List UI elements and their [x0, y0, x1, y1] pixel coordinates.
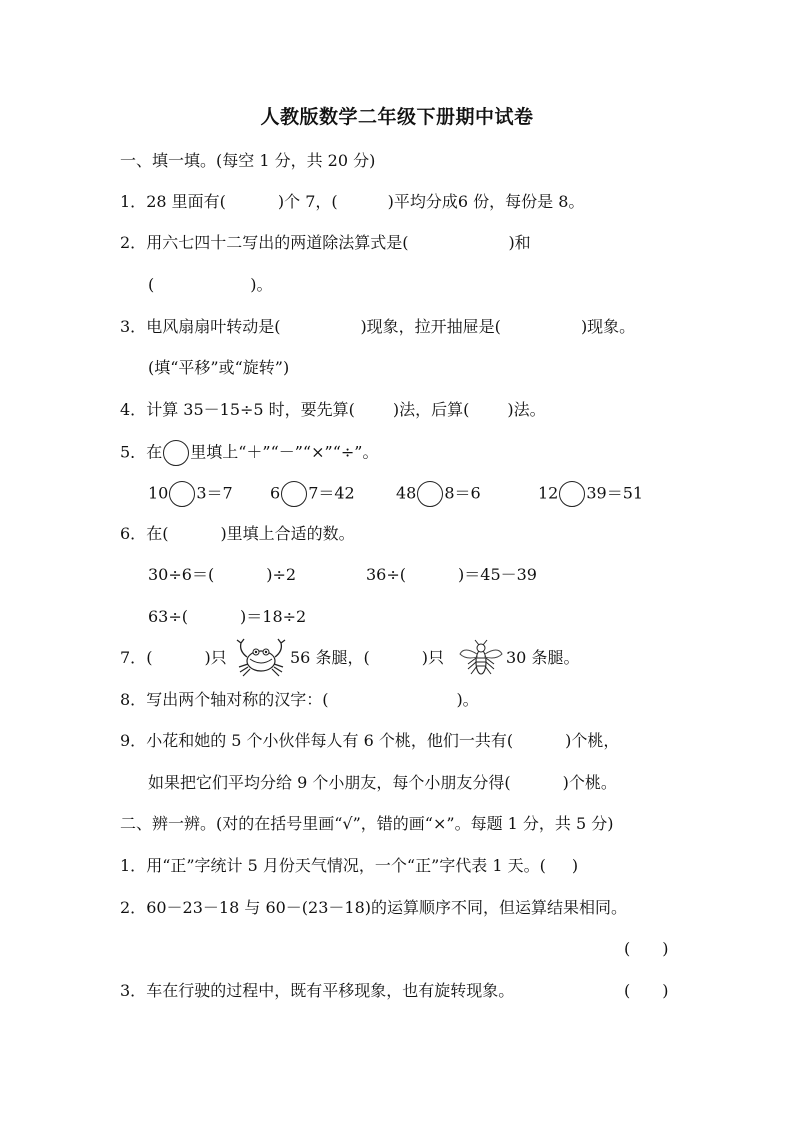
question-text: )法。 [507, 400, 546, 419]
equation-text: 63÷( [148, 607, 189, 626]
question-text: )只 [204, 648, 227, 667]
question-text: 用六七四十二写出的两道除法算式是( [146, 233, 409, 252]
question-1-6-eq-2 [366, 564, 537, 586]
question-text: 在 [146, 442, 163, 462]
operand: 6 [270, 483, 281, 503]
question-text: 写出两个轴对称的汉字：( [146, 690, 329, 709]
question-text: 电风扇扇叶转动是( [146, 317, 281, 336]
operator-circle[interactable] [417, 481, 443, 507]
question-2-1 [120, 855, 578, 877]
question-text: 计算 35－15÷5 时，要先算( [146, 400, 355, 419]
question-text: 用“正”字统计 5 月份天气情况，一个“正”字代表 1 天。( [146, 856, 546, 875]
equation-text: 30÷6＝( [148, 565, 215, 584]
operand: 39＝51 [586, 483, 644, 503]
question-number: 2． [120, 898, 147, 917]
insect-icon [456, 638, 506, 678]
question-number: 1． [120, 856, 147, 875]
crab-icon [233, 637, 289, 679]
question-1-3 [120, 316, 635, 338]
question-1-9-continued [148, 772, 617, 794]
question-text: )只 [421, 648, 444, 667]
bracket: ( [624, 939, 631, 958]
question-1-2 [120, 232, 531, 254]
question-1-6-eq-1 [148, 564, 296, 586]
question-number: 8． [120, 690, 147, 709]
question-2-3-answer [624, 980, 669, 1002]
question-number: 9． [120, 731, 147, 750]
question-text: )平均分成6 份，每份是 8。 [387, 192, 585, 211]
operator-circle[interactable] [169, 481, 195, 507]
equation-text: )÷2 [266, 565, 297, 584]
question-text: )里填上合适的数。 [220, 524, 355, 543]
question-text: )个 7，( [277, 192, 338, 211]
question-1-5 [120, 440, 378, 466]
bracket: ( [624, 981, 631, 1000]
question-text: )现象。 [580, 317, 636, 336]
equation-text: )＝18÷2 [240, 607, 307, 626]
operand: 3＝7 [196, 483, 233, 503]
question-number: 5． [120, 442, 147, 462]
question-2-3 [120, 980, 514, 1002]
question-text: 在( [146, 524, 169, 543]
question-text: ( [148, 275, 155, 294]
question-1-7-part-2 [290, 647, 444, 669]
operand: 10 [148, 483, 169, 503]
question-1-7 [120, 647, 227, 669]
question-text: )个桃， [565, 731, 620, 750]
question-1-5-item-4 [538, 481, 643, 507]
question-1-5-item-2 [270, 481, 355, 507]
question-1-4 [120, 399, 546, 421]
question-number: 6． [120, 524, 147, 543]
question-1-3-hint: (填“平移”或“旋转”) [148, 358, 290, 377]
question-text: 车在行驶的过程中，既有平移现象，也有旋转现象。 [146, 981, 515, 1000]
question-number: 4． [120, 400, 147, 419]
question-1-6 [120, 523, 355, 545]
question-number: 7． [120, 648, 147, 667]
answer-circle-example [163, 440, 189, 466]
operator-circle[interactable] [559, 481, 585, 507]
question-text: )和 [508, 233, 531, 252]
question-1-2-continued [148, 274, 273, 296]
question-text: 60－23－18 与 60－(23－18)的运算顺序不同，但运算结果相同。 [146, 898, 628, 917]
question-1-5-item-3 [396, 481, 481, 507]
operand: 12 [538, 483, 559, 503]
question-text: )。 [456, 690, 479, 709]
equation-text: 36÷( [366, 565, 407, 584]
question-1-6-eq-3 [148, 606, 306, 628]
question-text: )现象，拉开抽屉是( [360, 317, 501, 336]
operand: 48 [396, 483, 417, 503]
question-text: 56 条腿，( [290, 648, 370, 667]
question-1-7-part-3: 30 条腿。 [506, 648, 580, 667]
page-title: 人教版数学二年级下册期中试卷 [260, 106, 534, 128]
operand: 7＝42 [308, 483, 355, 503]
question-2-2-answer [624, 938, 669, 960]
question-1-9 [120, 730, 619, 752]
section2-heading: 二、辨一辨。(对的在括号里画“√”，错的画“×”。每题 1 分，共 5 分) [120, 814, 614, 833]
question-text: )法，后算( [392, 400, 470, 419]
question-text: 28 里面有( [146, 192, 226, 211]
question-1-5-item-1 [148, 481, 233, 507]
question-1-8 [120, 689, 479, 711]
bracket: ) [662, 981, 669, 1000]
question-text: 里填上“＋”“－”“×”“÷”。 [190, 442, 379, 462]
question-number: 1． [120, 192, 147, 211]
equation-text: )＝45－39 [458, 565, 537, 584]
question-text: ) [571, 856, 579, 875]
question-text: )个桃。 [562, 773, 617, 792]
question-2-2 [120, 897, 627, 919]
question-text: ( [146, 648, 153, 667]
question-1-1 [120, 191, 584, 213]
bracket: ) [662, 939, 669, 958]
question-text: )。 [250, 275, 273, 294]
section1-heading: 一、填一填。(每空 1 分，共 20 分) [120, 151, 376, 170]
question-number: 3． [120, 317, 147, 336]
operator-circle[interactable] [281, 481, 307, 507]
question-text: 小花和她的 5 个小伙伴每人有 6 个桃，他们一共有( [146, 731, 514, 750]
question-number: 2． [120, 233, 147, 252]
question-number: 3． [120, 981, 147, 1000]
question-text: 如果把它们平均分给 9 个小朋友，每个小朋友分得( [148, 773, 511, 792]
operand: 8＝6 [444, 483, 481, 503]
